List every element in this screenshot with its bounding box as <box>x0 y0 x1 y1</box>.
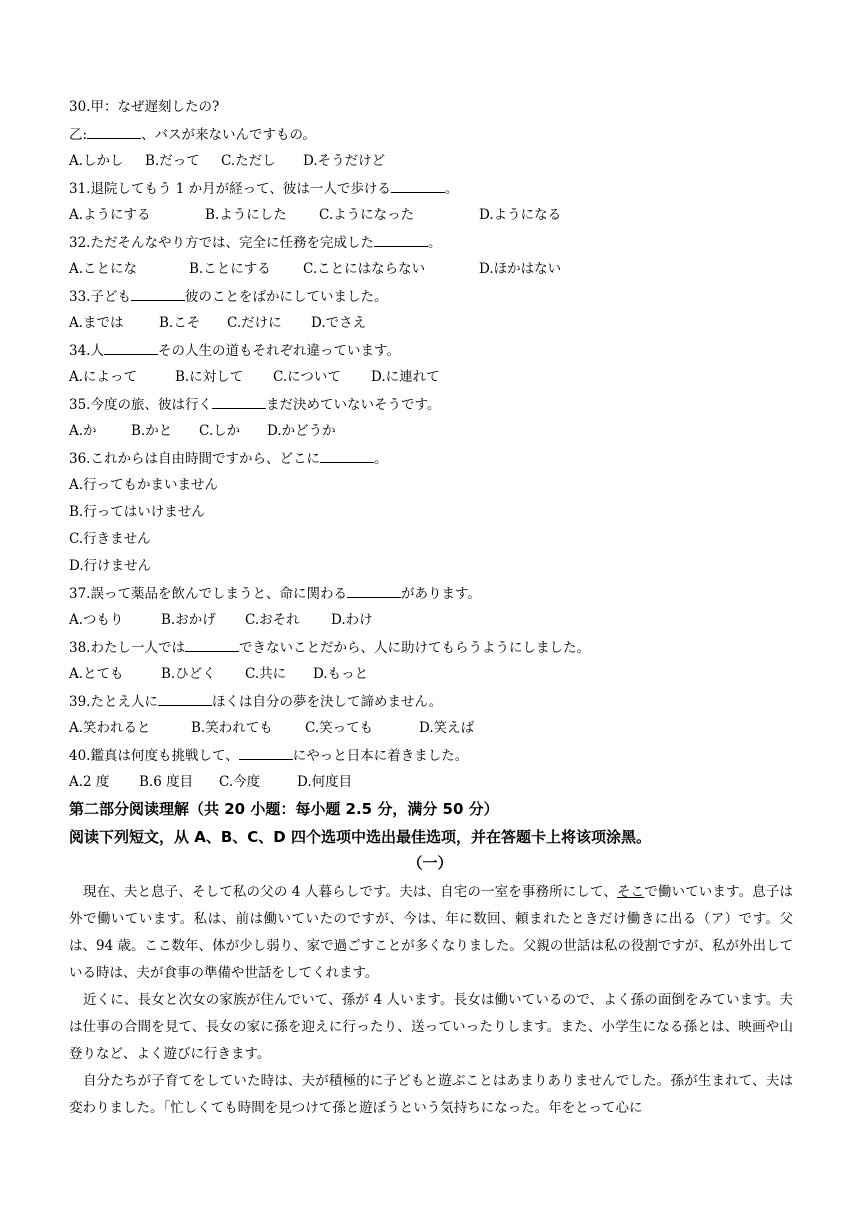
answer-blank <box>87 124 141 139</box>
option-c[interactable]: C.しか <box>199 423 241 439</box>
underlined-word: そこ <box>617 884 645 900</box>
option-b[interactable]: B.に対して <box>175 369 244 385</box>
question-30-stem-line2 <box>69 124 316 145</box>
option-d[interactable]: D.何度目 <box>297 774 353 790</box>
question-37-stem <box>69 583 481 604</box>
option-a[interactable]: A.2 度 <box>69 774 110 790</box>
question-39-stem-prefix: 39.たとえ人に <box>69 694 158 710</box>
question-40-options <box>69 772 352 792</box>
question-36-option-a[interactable] <box>69 475 218 495</box>
option-a[interactable]: A.とても <box>69 666 124 682</box>
option-b[interactable]: B.だって <box>145 153 200 169</box>
question-40-stem-suffix: にやっと日本に着きました。 <box>292 748 469 764</box>
paragraph-1-part-a: 現在、夫と息子、そして私の父の 4 人暮らしです。夫は、自宅の一室を事務所にして、 <box>83 884 618 900</box>
option-c[interactable]: C.笑っても <box>305 720 374 736</box>
answer-blank <box>239 745 293 760</box>
option-d[interactable]: D.ようになる <box>479 207 562 223</box>
option-b[interactable]: B.かと <box>131 423 173 439</box>
option-a[interactable]: A.ことにな <box>69 261 138 277</box>
question-36-option-c[interactable] <box>69 529 151 549</box>
question-30-options <box>69 151 385 171</box>
option-d[interactable]: D.そうだけど <box>303 153 386 169</box>
question-40-stem-prefix: 40.鑑真は何度も挑戦して、 <box>69 748 239 764</box>
question-32-stem <box>69 232 441 253</box>
question-37-stem-suffix: があります。 <box>400 586 481 602</box>
question-36-option-d[interactable] <box>69 556 151 576</box>
option-b[interactable]: B.6 度目 <box>139 774 194 790</box>
question-35-stem-suffix: まだ決めていないそうです。 <box>265 397 441 413</box>
question-35-stem-prefix: 35.今度の旅、彼は行く <box>69 397 212 413</box>
question-32-stem-suffix: 。 <box>427 235 442 251</box>
option-d[interactable]: D.でさえ <box>311 315 367 331</box>
question-39-options <box>69 718 474 738</box>
question-35-options <box>69 421 336 441</box>
option-c[interactable]: C.今度 <box>219 774 261 790</box>
option-d[interactable]: D.かどうか <box>267 423 336 439</box>
option-b-label: B.行ってはいけません <box>69 504 205 520</box>
option-a[interactable]: A.までは <box>69 315 124 331</box>
question-32-stem-prefix: 32.ただそんなやり方では、完全に任務を完成した <box>69 235 374 251</box>
option-a-label: A.行ってもかまいません <box>69 477 219 493</box>
question-39-stem <box>69 691 442 712</box>
question-34-stem-prefix: 34.人 <box>69 343 104 359</box>
option-b[interactable]: B.おかげ <box>161 612 216 628</box>
question-34-stem-suffix: その人生の道もそれぞれ違っています。 <box>157 343 400 359</box>
question-33-stem <box>69 286 387 307</box>
option-d[interactable]: D.笑えば <box>419 720 475 736</box>
question-38-options <box>69 664 368 684</box>
question-31-stem-prefix: 31.退院してもう 1 か月が経って、彼は一人で歩ける <box>69 181 391 197</box>
option-c[interactable]: C.ただし <box>221 153 276 169</box>
question-37-options <box>69 610 373 630</box>
option-b[interactable]: B.ようにした <box>205 207 287 223</box>
option-a[interactable]: A.つもり <box>69 612 124 628</box>
option-a[interactable]: A.か <box>69 423 97 439</box>
option-c[interactable]: C.について <box>273 369 341 385</box>
question-39-stem-suffix: ほくは自分の夢を決して諦めません。 <box>211 694 443 710</box>
option-d[interactable]: D.ほかはない <box>479 261 562 277</box>
question-32-options <box>69 259 561 279</box>
option-b[interactable]: B.笑われても <box>191 720 273 736</box>
passage-1-paragraph-1 <box>69 879 793 987</box>
option-b[interactable]: B.ひどく <box>161 666 216 682</box>
answer-blank <box>158 691 212 706</box>
question-31-stem <box>69 178 458 199</box>
question-30-stem2-prefix: 乙: <box>69 127 88 143</box>
question-38-stem <box>69 637 590 658</box>
paragraph-1-part-b: で働いています。息子は外で働いています。私は、前は働いていたのですが、今は、年に数回、頼まれたときだけ働きに出る（ア）です。父は、94 歳。ここ数年、体が少し弱り、家で過ごすことが多くなりました。父親の世話は私の役割ですが、私が外出している時は、夫が食事の準備や世話をしてくれます。 <box>69 884 793 981</box>
question-31-options <box>69 205 561 225</box>
option-a[interactable]: A.によって <box>69 369 138 385</box>
question-38-stem-prefix: 38.わたし一人では <box>69 640 185 656</box>
passage-1-heading: （一） <box>407 854 453 872</box>
option-c[interactable]: C.ことにはならない <box>303 261 426 277</box>
answer-blank <box>104 340 158 355</box>
option-d[interactable]: D.に連れて <box>371 369 440 385</box>
question-34-stem <box>69 340 400 361</box>
question-30-stem <box>69 97 219 117</box>
answer-blank <box>391 178 445 193</box>
answer-blank <box>347 583 401 598</box>
question-30-stem-text: 30.甲：なぜ遅刻したの? <box>69 99 220 115</box>
option-a[interactable]: A.ようにする <box>69 207 151 223</box>
question-36-stem-suffix: 。 <box>373 451 388 467</box>
option-c[interactable]: C.おそれ <box>245 612 300 628</box>
option-a[interactable]: A.笑われると <box>69 720 151 736</box>
question-36-option-b[interactable] <box>69 502 205 522</box>
option-a[interactable]: A.しかし <box>69 153 124 169</box>
question-30-stem2-suffix: 、バスが来ないんですもの。 <box>141 127 317 143</box>
answer-blank <box>131 286 185 301</box>
question-31-stem-suffix: 。 <box>444 181 459 197</box>
option-c[interactable]: C.だけに <box>227 315 282 331</box>
question-36-stem <box>69 448 387 469</box>
option-c[interactable]: C.共に <box>245 666 287 682</box>
section-2-title: 第二部分阅读理解（共 20 小题：每小题 2.5 分，满分 50 分） <box>69 800 499 818</box>
option-b[interactable]: B.ことにする <box>189 261 271 277</box>
question-33-stem-suffix: 彼のことをばかにしていました。 <box>184 289 388 305</box>
answer-blank <box>320 448 374 463</box>
question-34-options <box>69 367 440 387</box>
question-36-stem-prefix: 36.これからは自由時間ですから、どこに <box>69 451 320 467</box>
passage-1-paragraph-3: 自分たちが子育てをしていた時は、夫が積極的に子どもと遊ぶことはあまりありませんでした。孫が生まれて、夫は変わりました。「忙しくても時間を見つけて孫と遊ぼうという気持ちになった。年をとって心に <box>69 1073 793 1116</box>
answer-blank <box>374 232 428 247</box>
option-d[interactable]: D.わけ <box>331 612 373 628</box>
question-33-stem-prefix: 33.子ども <box>69 289 131 305</box>
question-40-stem <box>69 745 468 766</box>
question-37-stem-prefix: 37.誤って薬品を飲んでしまうと、命に関わる <box>69 586 347 602</box>
option-c-label: C.行きません <box>69 531 151 547</box>
question-33-options <box>69 313 366 333</box>
question-35-stem <box>69 394 440 415</box>
option-d[interactable]: D.もっと <box>313 666 369 682</box>
question-38-stem-suffix: できないことだから、人に助けてもらうようにしました。 <box>238 640 590 656</box>
option-d-label: D.行けません <box>69 558 152 574</box>
option-b[interactable]: B.こそ <box>159 315 201 331</box>
answer-blank <box>185 637 239 652</box>
section-2-instruction: 阅读下列短文，从 A、B、C、D 四个选项中选出最佳选项，并在答题卡上将该项涂黑。 <box>69 828 651 846</box>
answer-blank <box>212 394 266 409</box>
passage-1-paragraph-2: 近くに、長女と次女の家族が住んでいて、孫が 4 人います。長女は働いているので、よく孫の面倒をみています。夫は仕事の合間を見て、長女の家に孫を迎えに行ったり、送っていったりします。また、小学生になる孫とは、映画や山登りなど、よく遊びに行きます。 <box>69 992 793 1062</box>
option-c[interactable]: C.ようになった <box>319 207 415 223</box>
